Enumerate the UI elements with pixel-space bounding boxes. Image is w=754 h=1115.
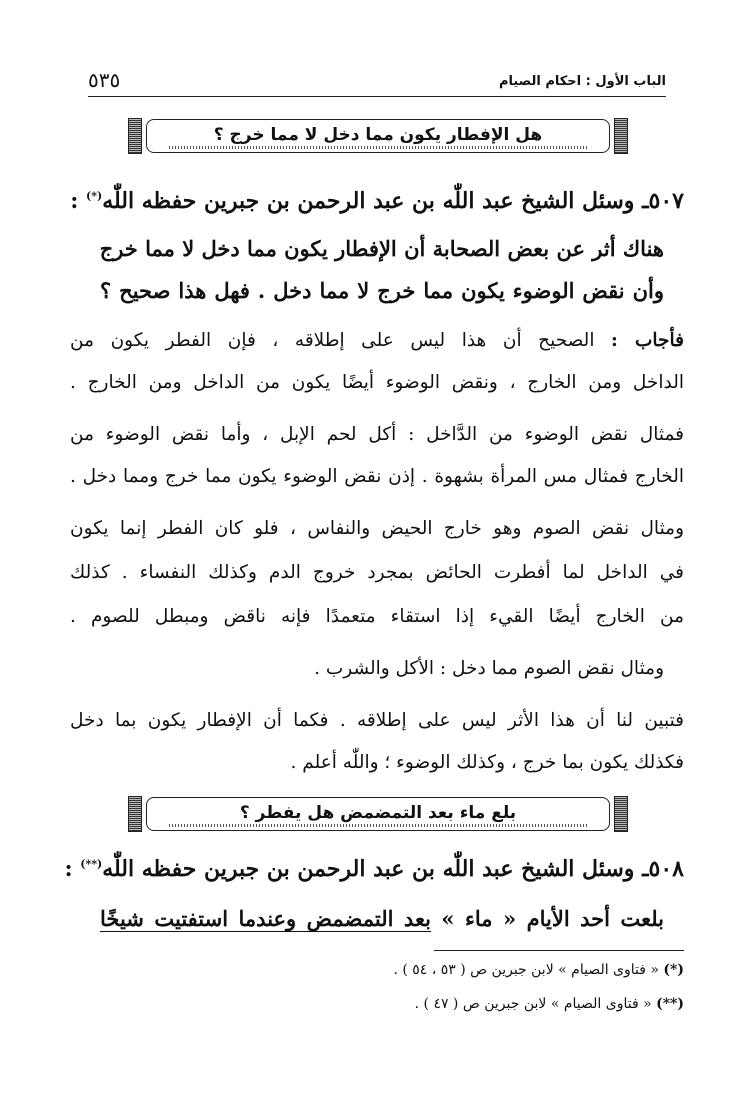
footnote-marker: (*) (86, 189, 103, 203)
question-line (100, 906, 664, 931)
answer-line: فمثال نقض الوضوء من الدَّاخل : أكل لحم الإبل ، وأما نقض الوضوء من (70, 424, 684, 445)
footnote-rule (434, 950, 684, 951)
question-text-underlined: بعد التمضمض وعندما استفتيت شيخًا (100, 906, 431, 931)
question-number: ٥٠٧ـ (642, 188, 684, 214)
question-heading-508 (64, 856, 684, 882)
running-header (88, 68, 666, 97)
banner-dotted-rule (169, 824, 587, 827)
answer-line: الخارج فمثال مس المرأة بشهوة . إذن نقض الوضوء يكون مما خرج ومما دخل . (70, 466, 684, 487)
banner-bar-left (128, 796, 142, 832)
answer-text: الصحيح أن هذا ليس على إطلاقه ، فإن الفطر يكون من (70, 330, 595, 351)
footnote-marker: (**) (80, 857, 103, 871)
footnote-1 (393, 962, 684, 978)
banner-bar-right (614, 118, 628, 154)
banner-title: بلع ماء بعد التمضمض هل يفطر ؟ (239, 803, 517, 823)
banner-bar-right (614, 796, 628, 832)
footnote-mark: (**) (656, 996, 684, 1012)
footnote-2 (415, 996, 684, 1012)
question-asker: وسئل الشيخ عبد اللّٰه بن عبد الرحمن بن جبرين حفظه اللّٰه (102, 856, 635, 882)
answer-line: ومثال نقض الصوم مما دخل : الأكل والشرب . (314, 658, 664, 679)
colon: : (64, 856, 73, 882)
banner-box (146, 797, 610, 831)
footnote-mark: (*) (663, 962, 684, 978)
chapter-title: الباب الأول : احكام الصيام (498, 74, 666, 89)
footnote-text: « فتاوى الصيام » لابن جبرين ص ( ٥٣ ، ٥٤ ) . (393, 962, 659, 978)
answer-line: الداخل ومن الخارج ، ونقض الوضوء أيضًا يكون من الداخل ومن الخارج . (70, 372, 684, 393)
page-number: ٥٣٥ (88, 68, 121, 92)
answer-line: ومثال نقض الصوم وهو خارج الحيض والنفاس ، فلو كان الفطر إنما يكون (70, 518, 684, 539)
answer-line: في الداخل لما أفطرت الحائض بمجرد خروج الدم وكذلك النفساء . كذلك (70, 562, 684, 583)
answer-line: من الخارج أيضًا القيء إذا استقاء متعمدًا فإنه ناقض ومبطل للصوم . (70, 606, 684, 627)
answer-line: فتبين لنا أن هذا الأثر ليس على إطلاقه . فكما أن الإفطار يكون بما دخل (70, 710, 684, 731)
section-banner-507 (128, 118, 628, 154)
colon: : (70, 188, 79, 214)
banner-title: هل الإفطار يكون مما دخل لا مما خرج ؟ (213, 125, 543, 145)
question-line: وأن نقض الوضوء يكون مما خرج لا مما دخل . فهل هذا صحيح ؟ (100, 278, 664, 303)
footnote-text: « فتاوى الصيام » لابن جبرين ص ( ٤٧ ) . (414, 996, 652, 1012)
question-line: هناك أثر عن بعض الصحابة أن الإفطار يكون مما دخل لا مما خرج (99, 236, 664, 261)
answer-line: فكذلك يكون بما خرج ، وكذلك الوضوء ؛ واللّٰه أعلم . (290, 752, 684, 773)
banner-box (146, 119, 610, 153)
question-asker: وسئل الشيخ عبد اللّٰه بن عبد الرحمن بن جبرين حفظه اللّٰه (102, 188, 635, 214)
banner-dotted-rule (169, 146, 587, 149)
answer-label: فأجاب : (611, 330, 684, 351)
banner-bar-left (128, 118, 142, 154)
question-heading-507 (70, 188, 684, 214)
question-text: بلعت أحد الأيام « ماء » (430, 906, 664, 931)
answer-first-line (70, 330, 684, 351)
section-banner-508 (128, 796, 628, 832)
question-number: ٥٠٨ـ (642, 856, 684, 882)
